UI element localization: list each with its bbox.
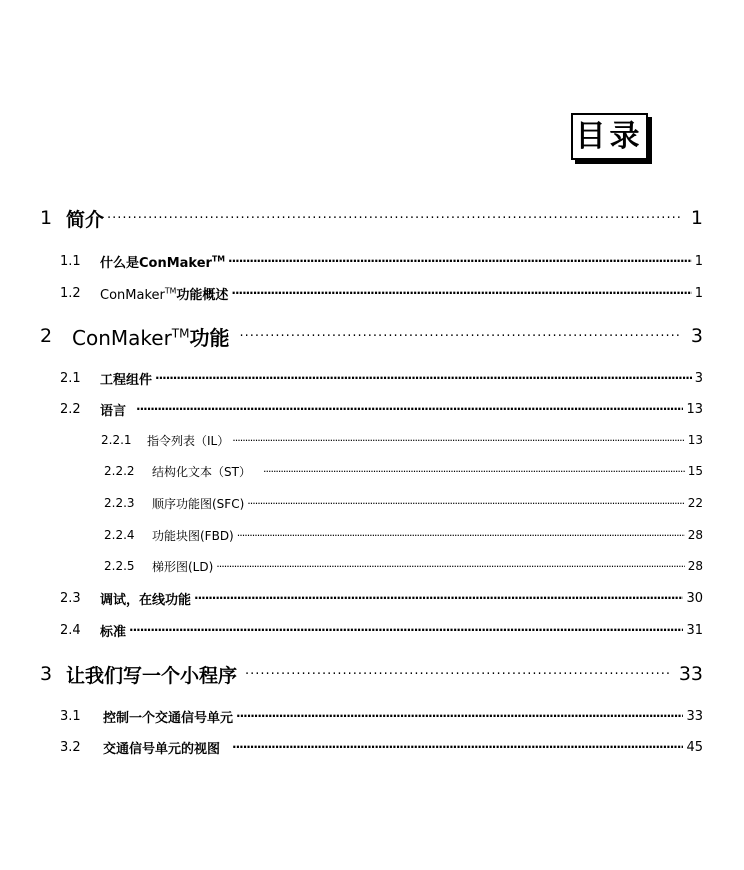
toc-entry-2-2-3[interactable]: [104, 493, 703, 513]
trademark-mark: TM: [164, 286, 177, 296]
toc-number: 2.1: [60, 370, 81, 386]
leader-dots: [237, 529, 685, 542]
toc-entry-2-2-1[interactable]: [101, 430, 703, 450]
toc-page: 33: [686, 708, 703, 724]
toc-entry-2-4[interactable]: [60, 619, 703, 641]
leader-dots: [136, 402, 683, 416]
toc-page: 30: [686, 590, 703, 606]
leader-dots: [216, 560, 684, 573]
leader-dots: [263, 465, 685, 478]
toc-page: 13: [687, 433, 703, 447]
toc-entry-1-1[interactable]: [60, 250, 703, 272]
toc-entry-2-2-2[interactable]: [104, 461, 703, 481]
leader-dots: [194, 591, 683, 605]
toc-number: 3: [40, 663, 53, 685]
leader-dots: [239, 329, 681, 344]
toc-page: 3: [694, 370, 703, 386]
toc-number: 1: [40, 207, 53, 229]
toc-page: 33: [678, 663, 703, 685]
toc-entry-2-2-4[interactable]: [104, 525, 703, 545]
toc-page: 1: [694, 253, 703, 269]
toc-entry-2[interactable]: [40, 321, 703, 351]
toc-number: 2: [40, 325, 53, 347]
leader-dots: [155, 371, 692, 385]
toc-entry-1[interactable]: [40, 203, 703, 233]
toc-number: 2.2.1: [101, 433, 132, 447]
toc-entry-2-3[interactable]: [60, 587, 703, 609]
toc-number: 2.2.3: [104, 496, 135, 510]
trademark-mark: TM: [211, 254, 226, 264]
toc-page: 1: [694, 285, 703, 301]
toc-label: 控制一个交通信号单元: [103, 710, 234, 726]
toc-label: 简介: [66, 208, 105, 231]
trademark-mark: TM: [171, 325, 190, 340]
leader-dots: [232, 740, 683, 754]
toc-entry-2-2-5[interactable]: [104, 556, 703, 576]
toc-entry-1-2[interactable]: [60, 282, 703, 304]
leader-dots: [236, 709, 683, 723]
toc-page: 1: [690, 207, 703, 229]
toc-page: 45: [686, 739, 703, 755]
toc-page: 13: [686, 401, 703, 417]
toc-title: 目录: [571, 113, 648, 160]
toc-label: ConMaker™功能概述: [100, 286, 229, 303]
leader-dots: [129, 623, 683, 637]
toc-number: 1.1: [60, 253, 81, 269]
toc-label: 指令列表（IL）: [147, 433, 230, 448]
toc-number: 2.2.5: [104, 559, 135, 573]
leader-dots: [232, 434, 684, 447]
leader-dots: [107, 211, 682, 226]
leader-dots: [231, 286, 691, 300]
toc-number: 2.3: [60, 590, 81, 606]
toc-page: 3: [690, 325, 703, 347]
toc-number: 2.2.2: [104, 464, 135, 478]
toc-page: 22: [687, 496, 703, 510]
toc-label: 什么是ConMaker™: [100, 254, 226, 271]
toc-label: ConMaker™功能: [72, 325, 230, 350]
toc-page: 31: [686, 622, 703, 638]
leader-dots: [247, 497, 684, 510]
toc-number: 3.1: [60, 708, 81, 724]
toc-entry-3-2[interactable]: [60, 736, 703, 758]
toc-page: 15: [687, 464, 703, 478]
toc-number: 2.2.4: [104, 528, 135, 542]
toc-label: 标准: [100, 624, 127, 640]
toc-label: 让我们写一个小程序: [66, 664, 238, 687]
toc-entry-2-1[interactable]: [60, 367, 703, 389]
toc-entry-3[interactable]: [40, 659, 703, 689]
toc-number: 2.4: [60, 622, 81, 638]
toc-entry-3-1[interactable]: [60, 705, 703, 727]
toc-label: 调试，在线功能: [100, 592, 192, 608]
toc-number: 1.2: [60, 285, 81, 301]
leader-dots: [245, 667, 670, 682]
toc-label: 梯形图(LD): [152, 559, 214, 574]
toc-label: 结构化文本（ST）: [152, 464, 251, 479]
leader-dots: [228, 254, 692, 268]
toc-label: 交通信号单元的视图: [103, 741, 221, 757]
toc-label: 工程组件: [100, 372, 153, 388]
toc-entry-2-2[interactable]: [60, 398, 703, 420]
toc-label: 功能块图(FBD): [152, 528, 234, 543]
toc-page: 28: [687, 528, 703, 542]
toc-number: 3.2: [60, 739, 81, 755]
toc-label: 顺序功能图(SFC): [152, 496, 245, 511]
toc-label: 语言: [100, 403, 127, 419]
toc-page: 28: [687, 559, 703, 573]
toc-number: 2.2: [60, 401, 81, 417]
